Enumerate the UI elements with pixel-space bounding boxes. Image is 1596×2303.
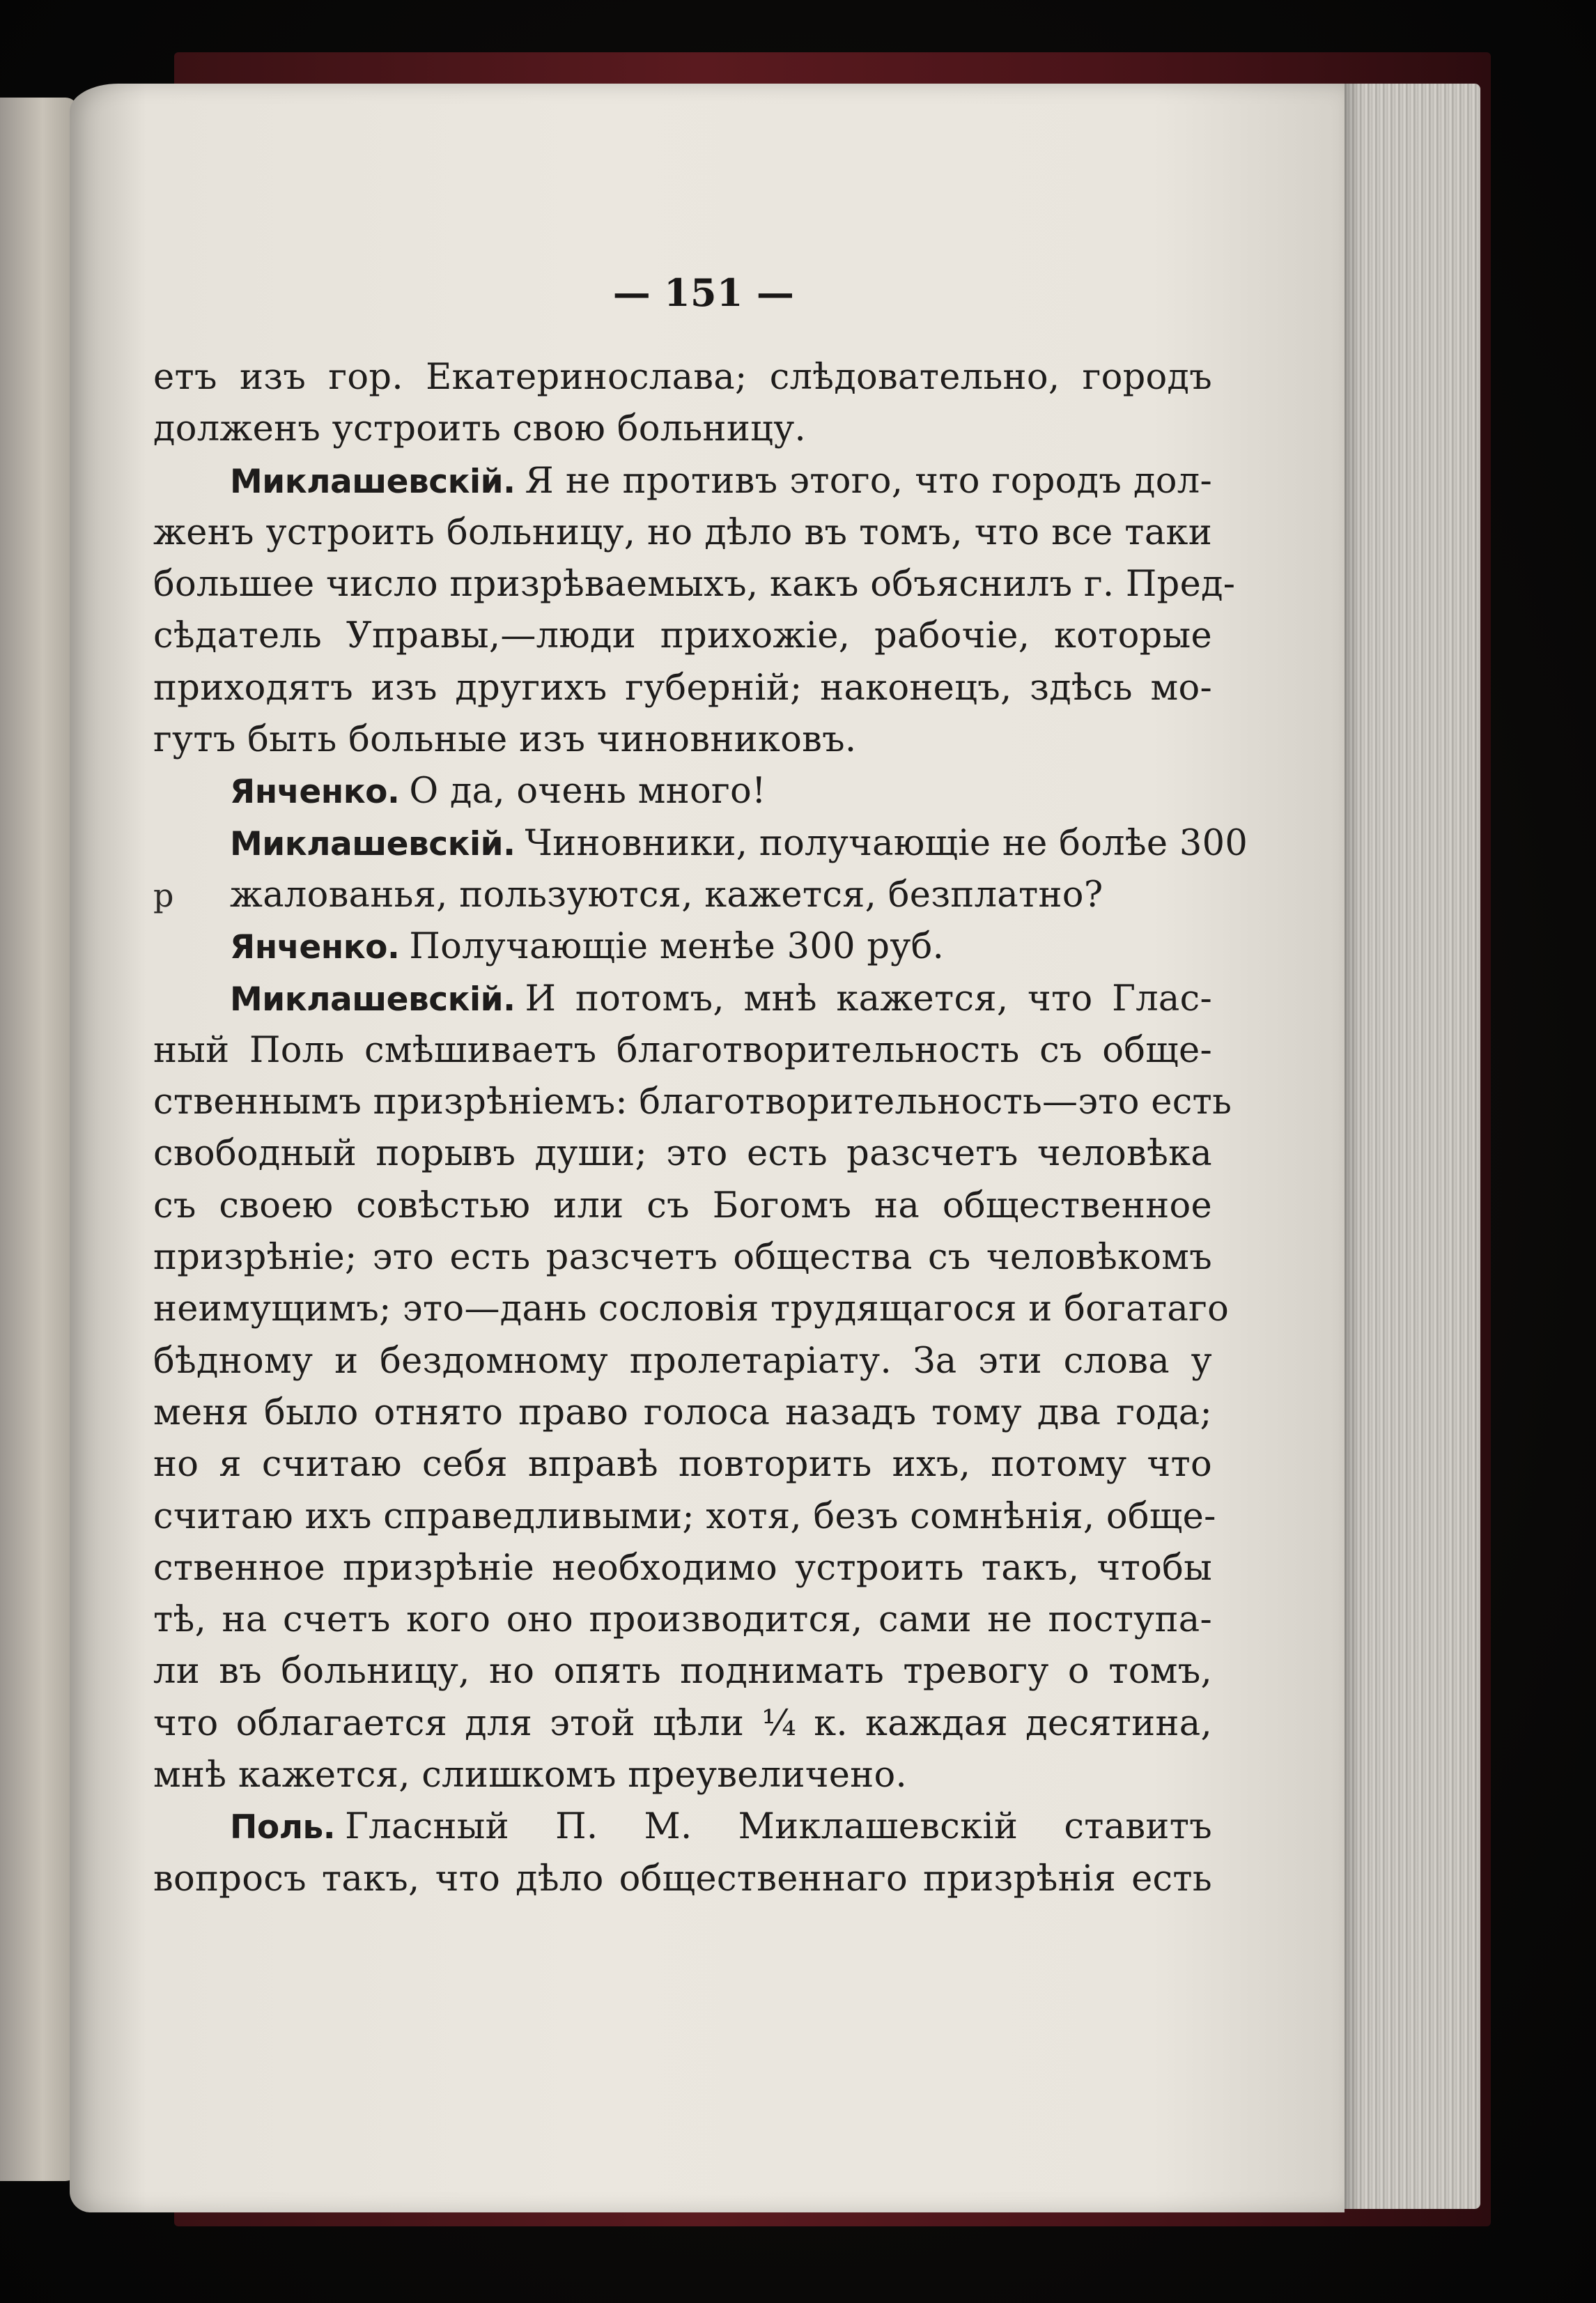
line-text: Гласный П. М. Миклашевскій ставитъ xyxy=(345,1806,1212,1848)
text-line xyxy=(153,1543,1212,1594)
line-text: ственнымъ призрѣніемъ: благотворительность—это есть xyxy=(153,1081,1232,1123)
line-text: большее число призрѣваемыхъ, какъ объяснилъ г. Пред- xyxy=(153,564,1236,606)
text-line xyxy=(153,973,1212,1025)
text-line xyxy=(153,1801,1212,1853)
text-line xyxy=(153,1232,1212,1284)
text-line xyxy=(153,1594,1212,1646)
text-line xyxy=(153,1336,1212,1387)
text-line xyxy=(153,870,1212,921)
text-line xyxy=(153,818,1248,870)
line-text: ли въ больницу, но опять поднимать тревогу о томъ, xyxy=(153,1651,1212,1693)
marginal-mark: р xyxy=(153,876,174,914)
text-line xyxy=(153,1439,1212,1491)
line-text: жалованья, пользуются, кажется, безплатно? xyxy=(230,874,1103,916)
speaker-name: Миклашевскій. xyxy=(230,980,516,1019)
line-text: Получающіе менѣе 300 руб. xyxy=(409,926,945,968)
line-text: Я не противъ этого, что городъ дол- xyxy=(525,460,1212,502)
book-page xyxy=(70,84,1345,2212)
text-line xyxy=(153,663,1212,714)
line-text: съ своею совѣстью или съ Богомъ на общественное xyxy=(153,1185,1212,1226)
line-text: гутъ быть больные изъ чиновниковъ. xyxy=(153,719,857,761)
text-line xyxy=(153,1077,1232,1128)
text-line xyxy=(153,559,1236,610)
text-line xyxy=(153,714,1212,766)
line-text: О да, очень много! xyxy=(409,771,766,812)
line-text: женъ устроить больницу, но дѣло въ томъ, что все таки xyxy=(153,511,1212,553)
page-text-block xyxy=(153,254,1248,1905)
line-text: неимущимъ; это—дань сословія трудящагося и богатаго xyxy=(153,1288,1230,1330)
line-text: етъ изъ гор. Екатеринослава; слѣдовательно, городъ xyxy=(153,357,1212,398)
speaker-name: Поль. xyxy=(230,1808,336,1847)
line-text: тѣ, на счетъ кого оно производится, сами не поступа- xyxy=(153,1599,1212,1641)
text-line xyxy=(153,507,1212,559)
line-text: свободный порывъ души; это есть разсчетъ человѣка xyxy=(153,1133,1212,1175)
line-text: ственное призрѣніе необходимо устроить такъ, чтобы xyxy=(153,1547,1212,1589)
line-text: Чиновники, получающіе не болѣе 300 xyxy=(525,822,1248,864)
line-text: призрѣніе; это есть разсчетъ общества съ человѣкомъ xyxy=(153,1237,1212,1279)
speaker-name: Янченко. xyxy=(230,928,400,967)
line-text: что облагается для этой цѣли ¼ к. каждая десятина, xyxy=(153,1702,1212,1744)
text-line xyxy=(153,1491,1216,1543)
facing-page-edge xyxy=(0,98,78,2181)
text-line xyxy=(153,456,1212,507)
line-text: меня было отнято право голоса назадъ тому два года; xyxy=(153,1392,1212,1433)
line-text: И потомъ, мнѣ кажется, что Глас- xyxy=(525,978,1212,1019)
speaker-name: Миклашевскій. xyxy=(230,824,516,863)
page-number: — 151 — xyxy=(612,270,795,315)
line-text: бѣдному и бездомному пролетаріату. За эти слова у xyxy=(153,1340,1212,1382)
speaker-name: Миклашевскій. xyxy=(230,462,516,501)
text-line xyxy=(153,1698,1212,1750)
text-line xyxy=(153,1646,1212,1697)
text-line xyxy=(153,352,1212,403)
text-line xyxy=(153,403,1212,455)
text-line xyxy=(153,610,1212,662)
line-text: ный Поль смѣшиваетъ благотворительность съ обще- xyxy=(153,1029,1212,1071)
line-text: но я считаю себя вправѣ повторить ихъ, потому что xyxy=(153,1444,1212,1486)
speaker-name: Янченко. xyxy=(230,773,400,812)
line-text: долженъ устроить свою больницу. xyxy=(153,408,807,450)
text-line xyxy=(153,1750,1212,1801)
text-line xyxy=(153,766,1212,817)
line-text: приходятъ изъ другихъ губерній; наконецъ, здѣсь мо- xyxy=(153,667,1212,709)
line-text: вопросъ такъ, что дѣло общественнаго призрѣнія есть xyxy=(153,1858,1212,1900)
text-line xyxy=(153,1387,1212,1439)
line-text: мнѣ кажется, слишкомъ преувеличено. xyxy=(153,1755,908,1796)
line-text: считаю ихъ справедливыми; хотя, безъ сомнѣнія, обще- xyxy=(153,1495,1216,1537)
text-lines xyxy=(153,352,1248,1905)
line-text: сѣдатель Управы,—люди прихожіе, рабочіе, которые xyxy=(153,615,1212,657)
text-line xyxy=(153,1854,1212,1905)
text-line xyxy=(153,1025,1212,1077)
text-line xyxy=(153,921,1212,973)
text-line xyxy=(153,1128,1212,1180)
text-line xyxy=(153,1180,1212,1232)
text-line xyxy=(153,1284,1230,1335)
